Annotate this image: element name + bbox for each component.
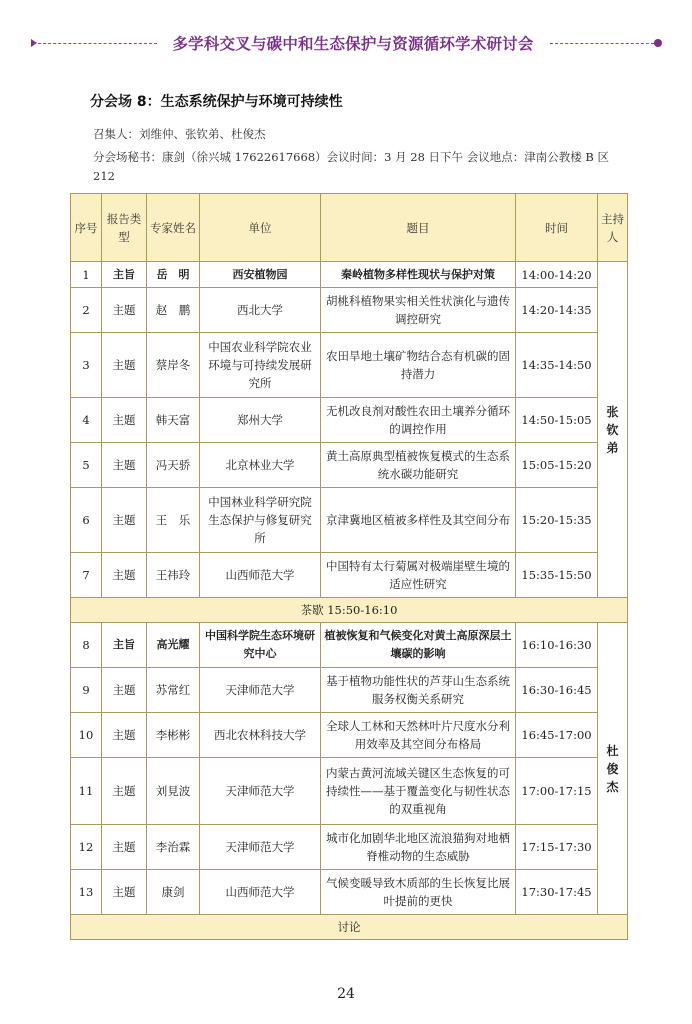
table-row [71, 825, 628, 870]
agenda-table [70, 193, 628, 940]
cell-topic: 农田旱地土壤矿物结合态有机碳的固持潜力 [321, 333, 516, 398]
table-row [71, 398, 628, 443]
cell-type: 主题 [102, 553, 147, 598]
cell-expert: 高光耀 [147, 623, 200, 668]
cell-type: 主题 [102, 333, 147, 398]
cell-unit: 北京林业大学 [200, 443, 321, 488]
cell-no: 9 [71, 668, 102, 713]
cell-topic: 气候变暖导致木质部的生长恢复比展叶提前的更快 [321, 870, 516, 915]
cell-expert: 康剑 [147, 870, 200, 915]
cell-unit: 山西师范大学 [200, 870, 321, 915]
cell-expert: 苏常红 [147, 668, 200, 713]
cell-unit: 中国农业科学院农业环境与可持续发展研究所 [200, 333, 321, 398]
cell-expert: 王祎玲 [147, 553, 200, 598]
cell-unit: 郑州大学 [200, 398, 321, 443]
cell-no: 10 [71, 713, 102, 758]
cell-topic: 城市化加剧华北地区流浪猫狗对地栖脊椎动物的生态威胁 [321, 825, 516, 870]
cell-unit: 天津师范大学 [200, 758, 321, 825]
table-row [71, 262, 628, 288]
cell-topic: 植被恢复和气候变化对黄土高原深层土壤碳的影响 [321, 623, 516, 668]
table-row [71, 713, 628, 758]
cell-expert: 岳 明 [147, 262, 200, 288]
table-row [71, 870, 628, 915]
table-row [71, 553, 628, 598]
cell-expert: 韩天富 [147, 398, 200, 443]
cell-no: 4 [71, 398, 102, 443]
cell-no: 2 [71, 288, 102, 333]
cell-no: 12 [71, 825, 102, 870]
header-divider-left [33, 43, 157, 44]
cell-type: 主题 [102, 758, 147, 825]
cell-time: 15:05-15:20 [516, 443, 598, 488]
cell-topic: 中国特有太行菊属对极端崖壁生境的适应性研究 [321, 553, 516, 598]
cell-type: 主题 [102, 668, 147, 713]
discussion-row [71, 915, 628, 940]
cell-topic: 无机改良剂对酸性农田土壤养分循环的调控作用 [321, 398, 516, 443]
cell-type: 主题 [102, 870, 147, 915]
col-header-type: 报告类型 [102, 194, 147, 262]
cell-unit: 中国科学院生态环境研究中心 [200, 623, 321, 668]
cell-topic: 京津冀地区植被多样性及其空间分布 [321, 488, 516, 553]
cell-topic: 秦岭植物多样性现状与保护对策 [321, 262, 516, 288]
cell-time: 16:30-16:45 [516, 668, 598, 713]
cell-time: 15:20-15:35 [516, 488, 598, 553]
col-header-host: 主持人 [598, 194, 628, 262]
table-row [71, 443, 628, 488]
table-row [71, 333, 628, 398]
cell-type: 主题 [102, 488, 147, 553]
cell-time: 17:00-17:15 [516, 758, 598, 825]
cell-time: 15:35-15:50 [516, 553, 598, 598]
cell-unit: 中国林业科学研究院生态保护与修复研究所 [200, 488, 321, 553]
cell-topic: 黄土高原典型植被恢复模式的生态系统水碳功能研究 [321, 443, 516, 488]
cell-time: 17:30-17:45 [516, 870, 598, 915]
cell-topic: 胡桃科植物果实相关性状演化与遗传调控研究 [321, 288, 516, 333]
cell-expert: 冯天骄 [147, 443, 200, 488]
table-row [71, 623, 628, 668]
cell-time: 17:15-17:30 [516, 825, 598, 870]
header-dot-icon [654, 39, 662, 47]
cell-unit: 西安植物园 [200, 262, 321, 288]
table-row [71, 758, 628, 825]
cell-time: 16:45-17:00 [516, 713, 598, 758]
cell-expert: 王 乐 [147, 488, 200, 553]
page-number: 24 [337, 986, 355, 1002]
tea-break-row [71, 598, 628, 623]
cell-expert: 李治霖 [147, 825, 200, 870]
cell-time: 14:20-14:35 [516, 288, 598, 333]
cell-no: 11 [71, 758, 102, 825]
col-header-expert: 专家姓名 [147, 194, 200, 262]
cell-topic: 全球人工林和天然林叶片尺度水分利用效率及其空间分布格局 [321, 713, 516, 758]
host-cell: 杜俊杰 [598, 623, 628, 915]
cell-type: 主题 [102, 825, 147, 870]
cell-no: 5 [71, 443, 102, 488]
page-header [0, 0, 692, 70]
cell-no: 8 [71, 623, 102, 668]
header-divider-right [550, 43, 654, 44]
cell-type: 主题 [102, 288, 147, 333]
cell-unit: 西北农林科技大学 [200, 713, 321, 758]
table-row [71, 288, 628, 333]
cell-unit: 天津师范大学 [200, 668, 321, 713]
session-title: 分会场 8：生态系统保护与环境可持续性 [90, 94, 343, 110]
tea-break-label: 茶歇 15:50-16:10 [71, 598, 628, 623]
cell-time: 14:00-14:20 [516, 262, 598, 288]
cell-no: 7 [71, 553, 102, 598]
cell-expert: 赵 鹏 [147, 288, 200, 333]
col-header-no: 序号 [71, 194, 102, 262]
cell-time: 14:35-14:50 [516, 333, 598, 398]
cell-unit: 山西师范大学 [200, 553, 321, 598]
cell-expert: 刘見波 [147, 758, 200, 825]
secretary-line: 分会场秘书：康剑（徐兴城 17622617668）会议时间：3 月 28 日下午 会议地点：津南公教楼 B 区 212 [93, 150, 609, 183]
cell-unit: 西北大学 [200, 288, 321, 333]
table-row [71, 668, 628, 713]
cell-no: 1 [71, 262, 102, 288]
cell-type: 主题 [102, 443, 147, 488]
col-header-time: 时间 [516, 194, 598, 262]
convener-line: 召集人：刘维仲、张钦弟、杜俊杰 [93, 127, 266, 141]
cell-expert: 李彬彬 [147, 713, 200, 758]
cell-type: 主题 [102, 398, 147, 443]
col-header-topic: 题目 [321, 194, 516, 262]
host-cell: 张钦弟 [598, 262, 628, 598]
cell-type: 主旨 [102, 262, 147, 288]
cell-type: 主题 [102, 713, 147, 758]
table-header-row [71, 194, 628, 262]
cell-topic: 内蒙古黄河流域关键区生态恢复的可持续性——基于覆盖变化与韧性状态的双重视角 [321, 758, 516, 825]
cell-topic: 基于植物功能性状的芦芽山生态系统服务权衡关系研究 [321, 668, 516, 713]
col-header-unit: 单位 [200, 194, 321, 262]
cell-no: 6 [71, 488, 102, 553]
discussion-label: 讨论 [71, 915, 628, 940]
cell-no: 13 [71, 870, 102, 915]
cell-time: 14:50-15:05 [516, 398, 598, 443]
cell-no: 3 [71, 333, 102, 398]
cell-expert: 蔡岸冬 [147, 333, 200, 398]
cell-time: 16:10-16:30 [516, 623, 598, 668]
table-row [71, 488, 628, 553]
cell-type: 主旨 [102, 623, 147, 668]
cell-unit: 天津师范大学 [200, 825, 321, 870]
conference-title: 多学科交叉与碳中和生态保护与资源循环学术研讨会 [172, 35, 534, 53]
